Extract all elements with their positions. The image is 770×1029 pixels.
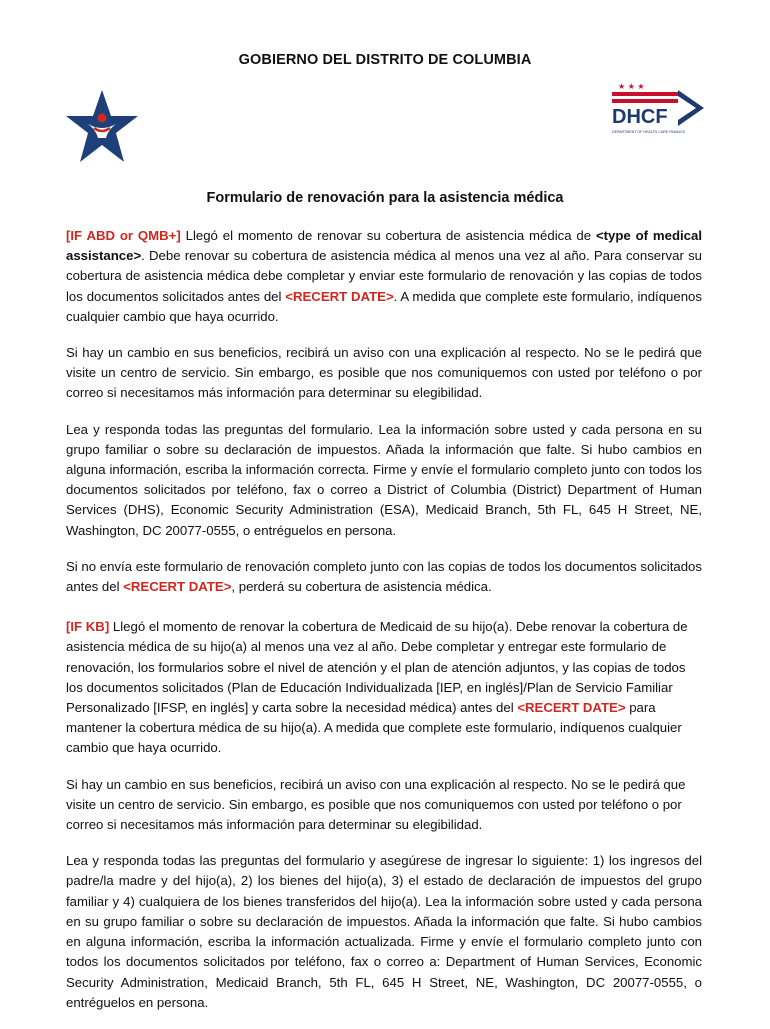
recert-date-placeholder: <RECERT DATE> [517, 700, 626, 716]
dhcf-text: DHCF [612, 106, 668, 128]
dhcf-tagline: DEPARTMENT OF HEALTH CARE FINANCE [612, 130, 686, 134]
abd-paragraph-4 [66, 557, 702, 597]
dhcf-stars: ★ ★ ★ [618, 82, 645, 91]
abd-paragraph-1 [66, 226, 702, 327]
kb-condition-tag: [IF KB] [66, 619, 110, 635]
recert-date-placeholder: <RECERT DATE> [285, 288, 394, 304]
abd-p1-text-b: . Debe renovar su cobertura de asistencia médica al menos una vez al año. Para conservar su cobertura de asistencia médica debe completar y enviar este formulario de renovación y las copias de todos los documentos solicitados antes del [66, 248, 702, 304]
abd-condition-tag: [IF ABD or QMB+] [66, 228, 181, 243]
type-placeholder: <type of medical assistance> [66, 228, 703, 264]
kb-paragraph-3: Lea y responda todas las preguntas del formulario y asegúrese de ingresar lo siguiente: 1) los ingresos del padre/la madre y del hijo(a), 2) los bienes del hijo(a), 3) el estado de declaración de impuestos del grupo familiar y 4) cualquiera de los bienes transferidos del hijo(a). Lea la información sobre usted y cada persona en su grupo familiar o sobre su declaración de impuestos. Añada la información que falte. Si hubo cambios en alguna información, escriba la información actualizada. Firme y envíe el formulario completo junto con todos los documentos solicitados por teléfono, fax o correo a: Department of Human Services, Economic Security Administration, Medicaid Branch, 5th FL, 645 H Street, NE, Washington, DC 20077-0555, o entréguelos en persona. [66, 853, 702, 1010]
dhcf-logo-icon [608, 80, 708, 136]
document-body [66, 226, 702, 1029]
kb-p1-text-a: Llegó el momento de renovar la cobertura de Medicaid de su hijo(a). Debe renovar la cobertura de asistencia médica de su hijo(a) al menos una vez al año. Debe completar y entregar este formulario de renovación, los formularios sobre el nivel de atención y el plan de atención adjuntos, y las copias de todos los documentos solicitados (Plan de Educación Individualizada [IEP, en inglés]/Plan de Servicio Familiar Personalizado [IFSP, en inglés] y carta sobre la necesidad médica) antes del [66, 619, 688, 716]
kb-paragraph-2: Si hay un cambio en sus beneficios, recibirá un aviso con una explicación al respecto. No se le pedirá que visite un centro de servicio. Sin embargo, es posible que nos comuniquemos con usted por teléfono o por correo si necesitamos más información para determinar su elegibilidad. [66, 776, 686, 833]
kb-p1-text-b: para mantener la cobertura médica de su hijo(a). A medida que complete este formulario, indíquenos cualquier cambio que haya ocurrido. [66, 700, 682, 756]
dc-star-logo-icon [66, 88, 138, 164]
form-title: Formulario de renovación para la asistencia médica [206, 190, 564, 206]
kb-paragraph-1 [66, 617, 702, 758]
abd-p1-text-a: Llegó el momento de renovar su cobertura de asistencia médica de [180, 228, 596, 243]
abd-p4-text-a: Si no envía este formulario de renovación completo junto con las copias de todos los documentos solicitados antes del [66, 558, 702, 595]
abd-p1-text-c: . A medida que complete este formulario, indíquenos cualquier cambio que haya ocurrido. [66, 288, 702, 324]
abd-paragraph-3: Lea y responda todas las preguntas del formulario. Lea la información sobre usted y cada persona en su grupo familiar o sobre su declaración de impuestos. Añada la información que falte. Si hubo cambios en alguna información, escriba la información correcta. Firme y envíe el formulario completo junto con todos los documentos solicitados por teléfono, fax o correo a District of Columbia (District) Department of Human Services (DHS), Economic Security Administration (ESA), Medicaid Branch, 5th FL, 645 H Street, NE, Washington, DC 20077-0555, o entréguelos en persona. [66, 421, 702, 538]
recert-date-placeholder: <RECERT DATE> [123, 579, 232, 595]
government-title: GOBIERNO DEL DISTRITO DE COLUMBIA [238, 52, 532, 68]
abd-p4-text-b: , perderá su cobertura de asistencia médica. [231, 579, 492, 595]
abd-paragraph-2: Si hay un cambio en sus beneficios, recibirá un aviso con una explicación al respecto. No se le pedirá que visite un centro de servicio. Sin embargo, es posible que nos comuniquemos con usted por teléfono o por correo si necesitamos más información para determinar su elegibilidad. [66, 345, 702, 401]
